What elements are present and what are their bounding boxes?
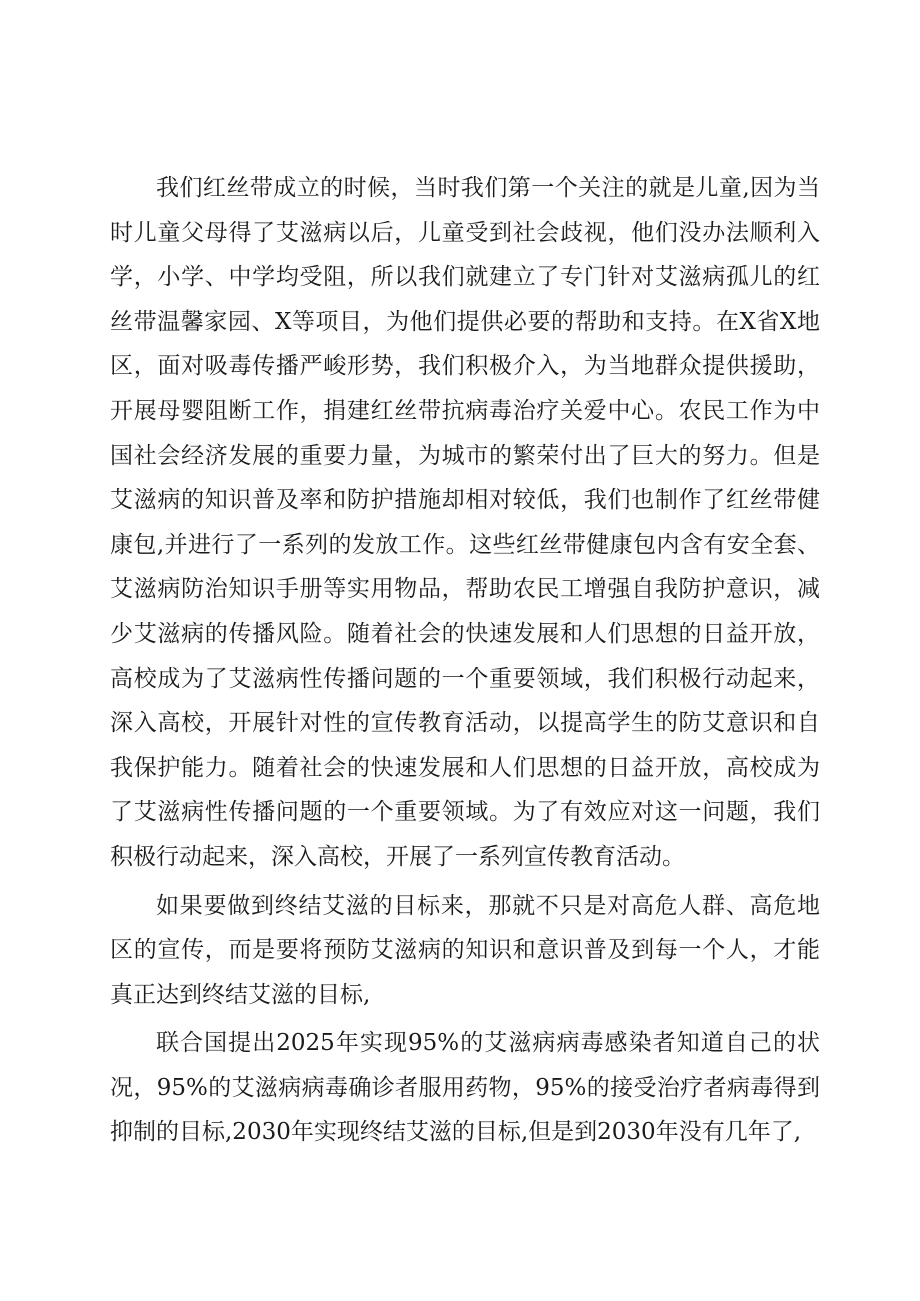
paragraph-un-targets: 联合国提出2025年实现95%的艾滋病病毒感染者知道自己的状况，95%的艾滋病病毒确诊者服用药物，95%的接受治疗者病毒得到抑制的目标,2030年实现终结艾滋的目标,但是到2030年没有几年了,	[110, 1030, 820, 1146]
document-body	[110, 166, 820, 1159]
paragraph-end-aids-goal: 如果要做到终结艾滋的目标来，那就不只是对高危人群、高危地区的宣传，而是要将预防艾滋病的知识和意识普及到每一个人，才能真正达到终结艾滋的目标,	[110, 892, 820, 1008]
paragraph-red-ribbon-work: 我们红丝带成立的时候，当时我们第一个关注的就是儿童,因为当时儿童父母得了艾滋病以后，儿童受到社会歧视，他们没办法顺利入学，小学、中学均受阻，所以我们就建立了专门针对艾滋病孤儿的红丝带温馨家园、X等项目，为他们提供必要的帮助和支持。在X省X地区，面对吸毒传播严峻形势，我们积极介入，为当地群众提供援助，开展母婴阻断工作，捐建红丝带抗病毒治疗关爱中心。农民工作为中国社会经济发展的重要力量，为城市的繁荣付出了巨大的努力。但是艾滋病的知识普及率和防护措施却相对较低，我们也制作了红丝带健康包,并进行了一系列的发放工作。这些红丝带健康包内含有安全套、艾滋病防治知识手册等实用物品，帮助农民工增强自我防护意识，减少艾滋病的传播风险。随着社会的快速发展和人们思想的日益开放，高校成为了艾滋病性传播问题的一个重要领域，我们积极行动起来，深入高校，开展针对性的宣传教育活动，以提高学生的防艾意识和自我保护能力。随着社会的快速发展和人们思想的日益开放，高校成为了艾滋病性传播问题的一个重要领域。为了有效应对这一问题，我们积极行动起来，深入高校，开展了一系列宣传教育活动。	[110, 175, 820, 870]
